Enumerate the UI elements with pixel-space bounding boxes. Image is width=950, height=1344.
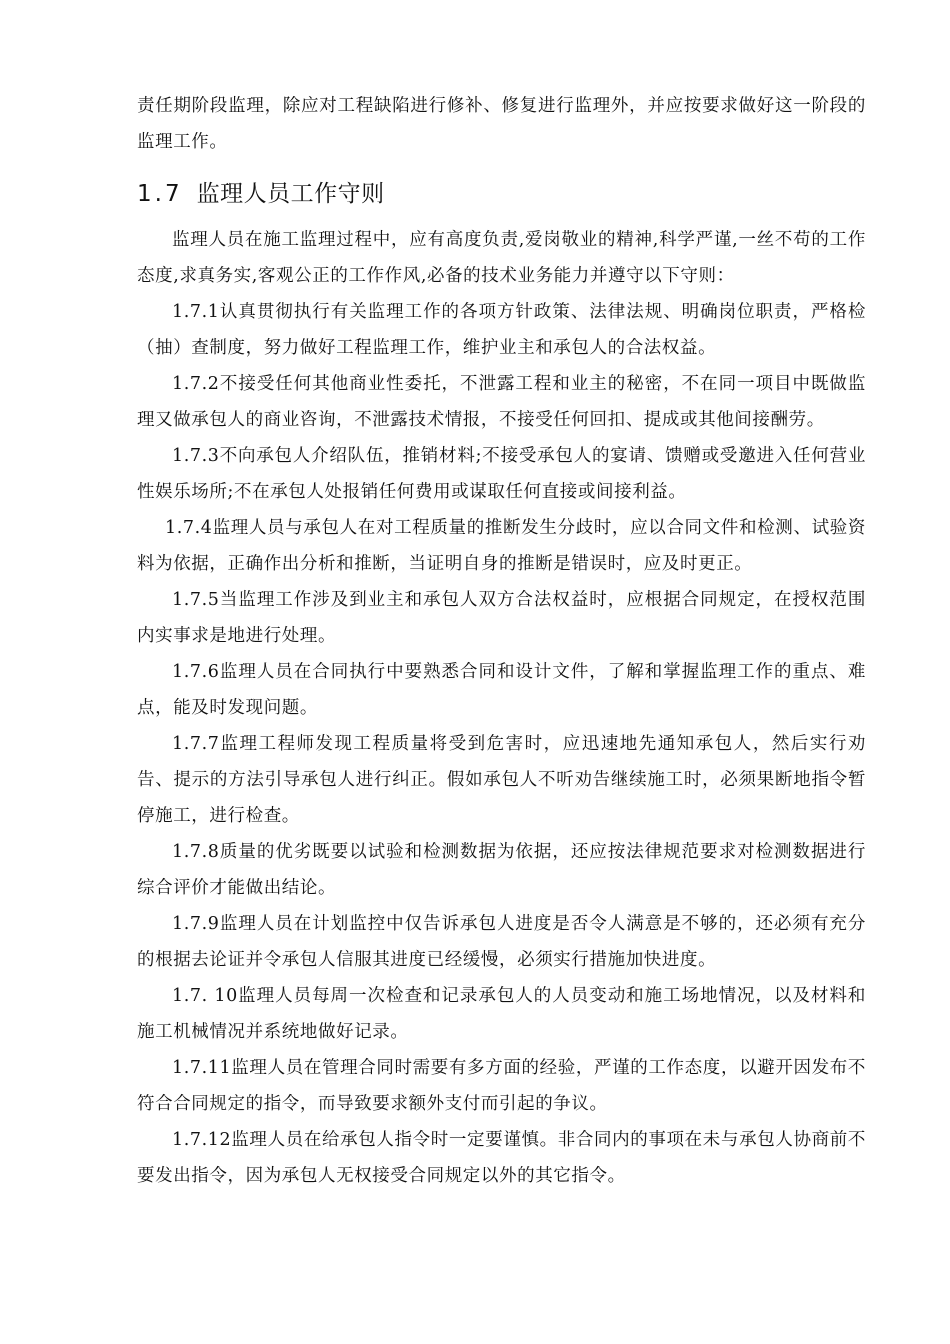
section-heading — [137, 174, 866, 214]
section-title: 监理人员工作守则 — [196, 181, 385, 207]
rule-paragraph-7: 1.7.7监理工程师发现工程质量将受到危害时，应迅速地先通知承包人，然后实行劝告、提示的方法引导承包人进行纠正。假如承包人不听劝告继续施工时，必须果断地指令暂停施工，进行检查。 — [137, 734, 866, 826]
rule-paragraph-11: 1.7.11监理人员在管理合同时需要有多方面的经验，严谨的工作态度，以避开因发布不符合合同规定的指令，而导致要求额外支付而引起的争议。 — [137, 1058, 866, 1114]
section-number: 1.7 — [137, 181, 183, 207]
rule-paragraph-10: 1.7. 10监理人员每周一次检查和记录承包人的人员变动和施工场地情况，以及材料和施工机械情况并系统地做好记录。 — [137, 986, 866, 1042]
rule-paragraph-1: 1.7.1认真贯彻执行有关监理工作的各项方针政策、法律法规、明确岗位职责，严格检（抽）查制度，努力做好工程监理工作，维护业主和承包人的合法权益。 — [137, 302, 866, 358]
rule-paragraph-2: 1.7.2不接受任何其他商业性委托，不泄露工程和业主的秘密，不在同一项目中既做监理又做承包人的商业咨询，不泄露技术情报，不接受任何回扣、提成或其他间接酬劳。 — [137, 374, 866, 430]
rule-paragraph-5: 1.7.5当监理工作涉及到业主和承包人双方合法权益时，应根据合同规定，在授权范围内实事求是地进行处理。 — [137, 590, 866, 646]
rule-paragraph-8: 1.7.8质量的优劣既要以试验和检测数据为依据，还应按法律规范要求对检测数据进行综合评价才能做出结论。 — [137, 842, 866, 898]
lead-paragraph: 监理人员在施工监理过程中，应有高度负责,爱岗敬业的精神,科学严谨,一丝不苟的工作态度,求真务实,客观公正的工作作风,必备的技术业务能力并遵守以下守则： — [137, 230, 866, 286]
rule-paragraph-9: 1.7.9监理人员在计划监控中仅告诉承包人进度是否令人满意是不够的，还必须有充分的根据去论证并令承包人信服其进度已经缓慢，必须实行措施加快进度。 — [137, 914, 866, 970]
rule-paragraph-4: 1.7.4监理人员与承包人在对工程质量的推断发生分歧时，应以合同文件和检测、试验资料为依据，正确作出分析和推断，当证明自身的推断是错误时，应及时更正。 — [137, 518, 866, 574]
rule-paragraph-12: 1.7.12监理人员在给承包人指令时一定要谨慎。非合同内的事项在未与承包人协商前不要发出指令，因为承包人无权接受合同规定以外的其它指令。 — [137, 1130, 866, 1186]
rule-paragraph-3: 1.7.3不向承包人介绍队伍，推销材料;不接受承包人的宴请、馈赠或受邀进入任何营业性娱乐场所;不在承包人处报销任何费用或谋取任何直接或间接利益。 — [137, 446, 866, 502]
intro-paragraph: 责任期阶段监理，除应对工程缺陷进行修补、修复进行监理外，并应按要求做好这一阶段的监理工作。 — [137, 96, 866, 152]
rule-paragraph-6: 1.7.6监理人员在合同执行中要熟悉合同和设计文件，了解和掌握监理工作的重点、难点，能及时发现问题。 — [137, 662, 866, 718]
